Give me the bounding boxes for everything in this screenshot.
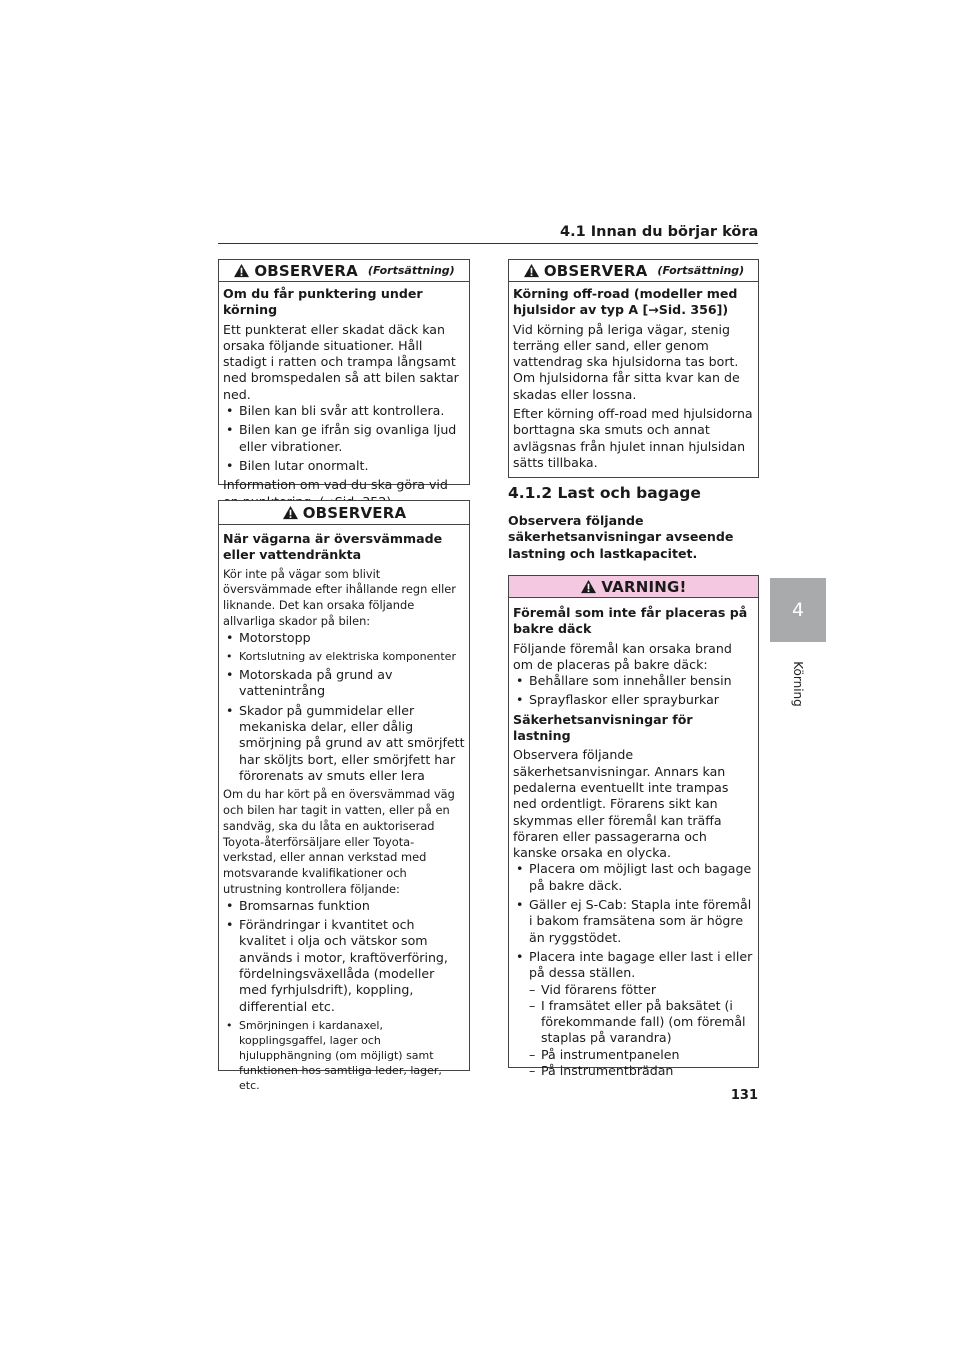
section-header: 4.1 Innan du börjar köra [560,224,759,240]
notice-box-flooded-roads [218,500,470,1092]
list-item: • Bilen kan ge ifrån sig ovanliga ljud eller vibrationer. [223,422,465,455]
header-rule [218,243,758,244]
notice-label: OBSERVERA [254,261,358,280]
notice-label: OBSERVERA [543,261,648,280]
notice-label: OBSERVERA [302,503,407,522]
notice-outro: Information om vad du ska göra vid [223,477,448,493]
page-number: 131 [730,1088,758,1103]
notice-box-offroad [508,259,759,478]
notice-intro: Kör inte på vägar som blivit översvämmade efter ihållande regn eller liknande. Det kan orsaka följande allvarliga skador på bilen: [223,566,456,628]
list-item: • Förändringar i kvantitet och kvalitet i olja och vätskor som används i motor, kraftöverföring, fördelningsväxellåda (modeller med fyrhjulsdrift), koppling, differential etc. [223,917,465,1015]
warning-intro: Observera följande säkerhetsanvisningar. Annars kan pedalerna eventuellt inte trampas ned ordentligt. Förarens sikt kan skymmas eller föremål kan träffa föraren eller passagerarna och kanske orsaka en olycka. [513,747,729,861]
warning-list [513,673,754,709]
section-heading: 4.1.2 Last och bagage [508,484,701,502]
continuation-label: (Fortsättning) [657,264,745,277]
sub-item: – Vid förarens fötter [529,982,754,998]
section-intro: Observera följande säkerhetsanvisningar avseende lastning och lastkapacitet. [508,513,734,561]
notice-intro: Ett punkterat eller skadat däck kan orsaka följande situationer. Håll stadigt i ratten och trampa långsamt ned bromspedalen så att bilen saktar ned. [223,321,459,402]
sub-item: – På instrumentpanelen [529,1047,754,1063]
chapter-tab [770,578,826,642]
list-item: • Placera om möjligt last och bagage på bakre däck. [513,861,754,894]
list-item: • Smörjningen i kardanaxel, kopplingsgaffel, lager och hjulupphängning (om möjligt) samt funktionen hos samtliga leder, lager, etc. [223,1018,465,1093]
notice-box-puncture [218,259,470,493]
list-item: • Kortslutning av elektriska komponenter [223,649,465,664]
list-item: • Motorskada på grund av vattenintrång [223,667,465,700]
warning-list-2 [513,861,754,1079]
notice-paragraph: Efter körning off-road med hjulsidorna borttagna ska smuts och annat avlägsnas från hjulet innan hjulsidan sätts tillbaka. [513,406,753,470]
warning-box-cargo [508,575,759,1079]
warning-title: Säkerhetsanvisningar för lastning [513,711,693,744]
notice-header [219,501,469,525]
chapter-label-area [766,654,830,714]
warning-label: VARNING! [601,577,687,596]
list-item [513,949,754,1079]
notice-header [219,260,469,282]
notice-list [223,403,465,474]
notice-title: Körning off-road (modeller med hjulsidor av typ A [→Sid. 356]) [513,286,738,318]
notice-list [223,630,465,784]
list-item-text: Placera inte bagage eller last i eller på dessa ställen. [529,948,753,981]
warning-intro: Följande föremål kan orsaka brand om de placeras på bakre däck: [513,640,732,672]
sub-item: – I framsätet eller på baksätet (i förekommande fall) (om föremål staplas på varandra) [529,998,754,1047]
warning-header [509,576,758,598]
list-item: • Sprayflaskor eller sprayburkar [513,692,754,708]
notice-title: När vägarna är översvämmade eller vattendränkta [223,531,443,563]
list-item: • Bromsarnas funktion [223,898,465,914]
notice-paragraph: Vid körning på leriga vägar, stenig terräng eller sand, eller genom vattendrag ska hjulsidorna tas bort. Om hjulsidorna får sitta kvar kan de skadas eller lossna. [513,321,740,402]
warning-triangle-icon [233,263,250,278]
chapter-label: Körning [791,661,805,707]
continuation-label: (Fortsättning) [367,264,455,277]
warning-triangle-icon [523,263,540,278]
notice-middle: Om du har kört på en översvämmad väg och bilen har tagit in vatten, eller på en sandväg, ska du låta en auktoriserad Toyota-återförsäljare eller Toyota-verkstad, eller annan verkstad med motsvarande kvalifikationer och utrustning kontrollera följande: [223,787,455,896]
warning-triangle-icon [580,579,597,594]
list-item: • Gäller ej S-Cab: Stapla inte föremål i bakom framsätena som är högre än ryggstödet. [513,897,754,946]
warning-triangle-icon [282,505,299,520]
notice-list-2 [223,898,465,1093]
list-item: • Bilen lutar onormalt. [223,458,465,474]
sub-item: – På instrumentbrädan [529,1063,754,1079]
notice-title: Om du får punktering under körning [223,286,423,318]
list-item: • Skador på gummidelar eller mekaniska delar, eller dålig smörjning på grund av att smörjfett har sköljts bort, eller smörjfett har förorenats av smuts eller lera [223,703,465,784]
list-item: • Motorstopp [223,630,465,646]
warning-title: Föremål som inte får placeras på bakre däck [513,605,748,637]
chapter-number: 4 [791,599,805,621]
notice-header [509,260,758,282]
list-item: • Behållare som innehåller bensin [513,673,754,689]
list-item: • Bilen kan bli svår att kontrollera. [223,403,465,419]
